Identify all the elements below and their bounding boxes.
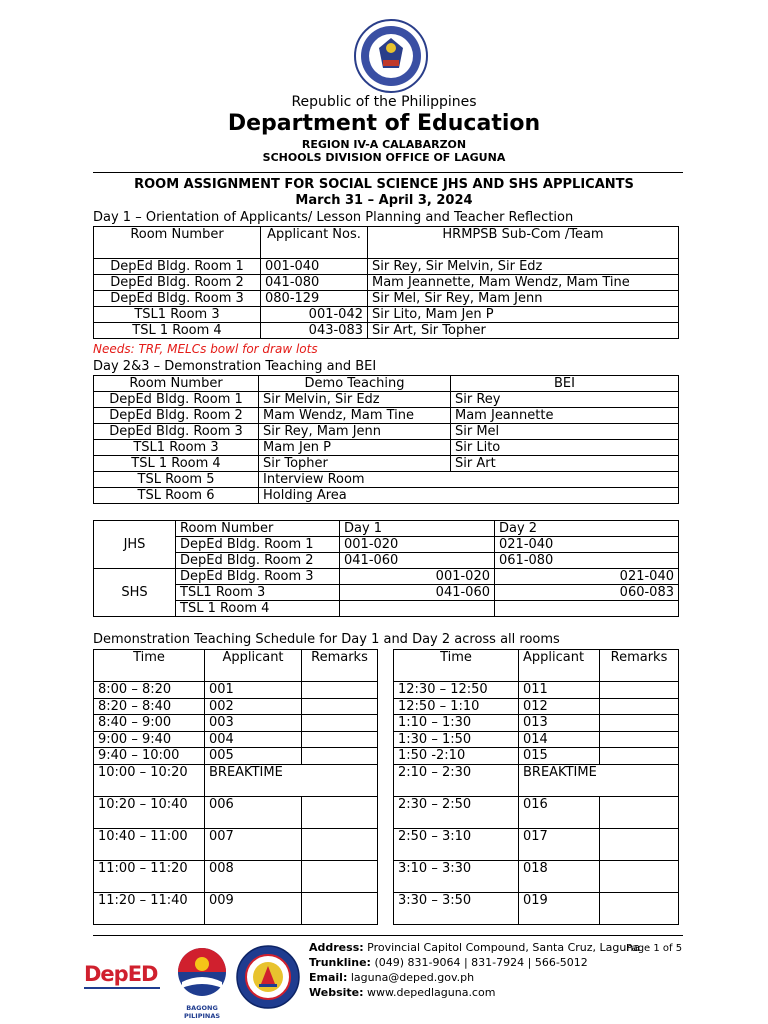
table-header: Remarks (600, 650, 679, 682)
table-row (94, 227, 679, 259)
table-cell: 080-129 (261, 291, 368, 307)
table-row (94, 537, 679, 553)
table-row (94, 828, 378, 860)
table-row (94, 307, 679, 323)
table-row (94, 698, 378, 715)
table-cell: 002 (205, 698, 302, 715)
table-row (94, 376, 679, 392)
table-cell: 1:30 – 1:50 (394, 731, 519, 748)
table-header: Room Number (94, 227, 261, 259)
table-cell: 041-060 (340, 553, 495, 569)
table-header: HRMPSB Sub-Com /Team (368, 227, 679, 259)
table-row (94, 601, 679, 617)
table-cell: Sir Mel (451, 424, 679, 440)
table-cell: DepEd Bldg. Room 2 (94, 275, 261, 291)
table-row (94, 521, 679, 537)
table-cell: 007 (205, 828, 302, 860)
table-cell (600, 715, 679, 732)
table-row (394, 860, 679, 892)
table-cell: 10:20 – 10:40 (94, 796, 205, 828)
table-cell (302, 860, 378, 892)
footer-email: Email: laguna@deped.gov.ph (309, 971, 475, 984)
table-row (94, 892, 378, 924)
table-cell: Sir Lito, Mam Jen P (368, 307, 679, 323)
republic-heading: Republic of the Philippines (291, 94, 477, 110)
footer-website: Website: www.depedlaguna.com (309, 986, 496, 999)
table-cell: 004 (205, 731, 302, 748)
table-row (394, 715, 679, 732)
schedule-heading: Demonstration Teaching Schedule for Day 1 and Day 2 across all rooms (93, 632, 560, 647)
table-cell: 008 (205, 860, 302, 892)
table-cell: Holding Area (259, 488, 679, 504)
table-row (94, 440, 679, 456)
table-row (94, 259, 679, 275)
table-cell (302, 828, 378, 860)
table-cell: 013 (519, 715, 600, 732)
table-cell: 015 (519, 748, 600, 765)
table-cell (340, 601, 495, 617)
day1-heading: Day 1 – Orientation of Applicants/ Lesson Planning and Teacher Reflection (93, 210, 574, 225)
table-row (394, 796, 679, 828)
footer-address: Address: Provincial Capitol Compound, Santa Cruz, Laguna (309, 941, 641, 954)
footer-contact (309, 940, 640, 1000)
table-cell (302, 715, 378, 732)
table-cell: BREAKTIME (205, 764, 378, 796)
table-cell: DepEd Bldg. Room 2 (94, 408, 259, 424)
table-cell: 003 (205, 715, 302, 732)
table-cell: Mam Jen P (259, 440, 451, 456)
table-cell: TSL 1 Room 4 (176, 601, 340, 617)
table-row (394, 731, 679, 748)
shs-label: SHS (94, 569, 176, 617)
table-cell: Sir Art (451, 456, 679, 472)
table-cell: 021-040 (495, 537, 679, 553)
table-cell: Sir Lito (451, 440, 679, 456)
table-row (94, 408, 679, 424)
bagong-pilipinas-logo (168, 942, 236, 1020)
table-cell (302, 748, 378, 765)
table-cell: 9:00 – 9:40 (94, 731, 205, 748)
deped-logo-underline (84, 987, 160, 989)
table-row (94, 323, 679, 339)
table-cell (600, 796, 679, 828)
header-divider (93, 172, 683, 173)
table-cell: 1:50 -2:10 (394, 748, 519, 765)
table-cell: 043-083 (261, 323, 368, 339)
jhs-label: JHS (94, 521, 176, 569)
table-cell: 12:30 – 12:50 (394, 682, 519, 699)
table-cell: 041-060 (340, 585, 495, 601)
bagong-pilipinas-icon (168, 942, 236, 1000)
table-cell: TSL Room 6 (94, 488, 259, 504)
table-cell: 8:20 – 8:40 (94, 698, 205, 715)
table-row (94, 275, 679, 291)
table-row (94, 715, 378, 732)
table-row (94, 731, 378, 748)
table-cell (302, 682, 378, 699)
table-cell: 8:40 – 9:00 (94, 715, 205, 732)
table-cell (600, 731, 679, 748)
table-row (94, 748, 378, 765)
table-cell: 001-042 (261, 307, 368, 323)
table-header: BEI (451, 376, 679, 392)
table-cell (600, 860, 679, 892)
table-cell (302, 892, 378, 924)
table-cell: 2:50 – 3:10 (394, 828, 519, 860)
table-cell: DepEd Bldg. Room 1 (94, 392, 259, 408)
footer-divider (93, 935, 683, 936)
table-row (94, 472, 679, 488)
schedule-table-afternoon (393, 649, 679, 925)
table-cell: 001-020 (340, 569, 495, 585)
table-row (94, 569, 679, 585)
table-cell: Sir Art, Sir Topher (368, 323, 679, 339)
table-cell: DepEd Bldg. Room 3 (94, 424, 259, 440)
table-cell (495, 601, 679, 617)
table-header: Time (394, 650, 519, 682)
table-cell (600, 892, 679, 924)
document-date: March 31 – April 3, 2024 (295, 193, 473, 208)
table-cell: TSL1 Room 3 (176, 585, 340, 601)
table-cell: 001-020 (340, 537, 495, 553)
table-cell: 012 (519, 698, 600, 715)
day23-table (93, 375, 679, 504)
day1-table (93, 226, 679, 339)
table-cell: 11:20 – 11:40 (94, 892, 205, 924)
table-cell: 10:40 – 11:00 (94, 828, 205, 860)
table-cell: 041-080 (261, 275, 368, 291)
table-cell: DepEd Bldg. Room 1 (94, 259, 261, 275)
day1-note: Needs: TRF, MELCs bowl for draw lots (93, 342, 318, 356)
table-cell: 018 (519, 860, 600, 892)
table-cell: Sir Topher (259, 456, 451, 472)
table-header: Applicant Nos. (261, 227, 368, 259)
table-cell (302, 731, 378, 748)
table-cell (302, 698, 378, 715)
table-header: Time (94, 650, 205, 682)
table-row (94, 860, 378, 892)
table-cell: 10:00 – 10:20 (94, 764, 205, 796)
table-cell: Mam Jeannette (451, 408, 679, 424)
table-row (94, 291, 679, 307)
table-cell: TSL Room 5 (94, 472, 259, 488)
table-cell: 11:00 – 11:20 (94, 860, 205, 892)
table-cell: TSL 1 Room 4 (94, 456, 259, 472)
table-header: Room Number (176, 521, 340, 537)
table-row (94, 796, 378, 828)
table-row (94, 650, 378, 682)
table-cell: 009 (205, 892, 302, 924)
table-cell: DepEd Bldg. Room 3 (176, 569, 340, 585)
table-cell: Sir Rey (451, 392, 679, 408)
document-title: ROOM ASSIGNMENT FOR SOCIAL SCIENCE JHS AND SHS APPLICANTS (134, 177, 634, 192)
table-row (94, 585, 679, 601)
table-cell: Interview Room (259, 472, 679, 488)
table-cell: Sir Rey, Sir Melvin, Sir Edz (368, 259, 679, 275)
table-row (94, 456, 679, 472)
table-header: Day 2 (495, 521, 679, 537)
footer-trunkline: Trunkline: (049) 831-9064 | 831-7924 | 566-5012 (309, 956, 588, 969)
table-cell: 001-040 (261, 259, 368, 275)
table-cell: TSL1 Room 3 (94, 440, 259, 456)
division-seal-icon (235, 944, 301, 1010)
table-row (394, 682, 679, 699)
department-heading: Department of Education (227, 111, 541, 136)
table-row (394, 828, 679, 860)
table-cell: Sir Rey, Mam Jenn (259, 424, 451, 440)
table-cell: BREAKTIME (519, 764, 679, 796)
division-heading: SCHOOLS DIVISION OFFICE OF LAGUNA (262, 151, 506, 164)
table-cell (600, 828, 679, 860)
table-cell: Sir Melvin, Sir Edz (259, 392, 451, 408)
table-cell: 017 (519, 828, 600, 860)
table-cell: 3:10 – 3:30 (394, 860, 519, 892)
table-row (94, 764, 378, 796)
table-cell: 060-083 (495, 585, 679, 601)
table-row (94, 553, 679, 569)
table-cell: 3:30 – 3:50 (394, 892, 519, 924)
table-cell: 016 (519, 796, 600, 828)
table-cell: 001 (205, 682, 302, 699)
deped-logo (84, 962, 160, 989)
table-cell: TSL 1 Room 4 (94, 323, 261, 339)
page-number: Page 1 of 5 (626, 943, 683, 954)
table-header: Demo Teaching (259, 376, 451, 392)
table-cell: DepEd Bldg. Room 3 (94, 291, 261, 307)
table-cell (600, 748, 679, 765)
table-cell: 8:00 – 8:20 (94, 682, 205, 699)
table-cell: 1:10 – 1:30 (394, 715, 519, 732)
table-cell (600, 682, 679, 699)
table-cell: 014 (519, 731, 600, 748)
table-cell (302, 796, 378, 828)
table-header: Day 1 (340, 521, 495, 537)
level-table (93, 520, 679, 617)
table-row (394, 748, 679, 765)
table-header: Remarks (302, 650, 378, 682)
table-cell: 005 (205, 748, 302, 765)
table-row (94, 682, 378, 699)
bagong-pilipinas-text: BAGONG PILIPINAS (183, 1004, 221, 1020)
table-row (94, 488, 679, 504)
table-cell: 061-080 (495, 553, 679, 569)
table-cell: 019 (519, 892, 600, 924)
table-cell: 12:50 – 1:10 (394, 698, 519, 715)
table-cell: 2:30 – 2:50 (394, 796, 519, 828)
schedule-table-morning (93, 649, 378, 925)
table-cell: DepEd Bldg. Room 2 (176, 553, 340, 569)
table-cell: 006 (205, 796, 302, 828)
region-heading: REGION IV-A CALABARZON (301, 138, 467, 151)
table-cell: Sir Mel, Sir Rey, Mam Jenn (368, 291, 679, 307)
table-cell: 011 (519, 682, 600, 699)
table-cell: 9:40 – 10:00 (94, 748, 205, 765)
table-row (394, 650, 679, 682)
deped-seal-icon (353, 18, 429, 94)
day23-heading: Day 2&3 – Demonstration Teaching and BEI (93, 359, 377, 374)
table-cell: TSL1 Room 3 (94, 307, 261, 323)
table-row (94, 424, 679, 440)
deped-logo-text: DepED (84, 962, 158, 986)
table-row (394, 892, 679, 924)
table-cell: Mam Wendz, Mam Tine (259, 408, 451, 424)
table-cell (600, 698, 679, 715)
table-row (94, 392, 679, 408)
table-cell: 021-040 (495, 569, 679, 585)
table-cell: 2:10 – 2:30 (394, 764, 519, 796)
table-header: Applicant (519, 650, 600, 682)
table-header: Room Number (94, 376, 259, 392)
table-header: Applicant (205, 650, 302, 682)
table-cell: DepEd Bldg. Room 1 (176, 537, 340, 553)
table-row (394, 698, 679, 715)
table-row (394, 764, 679, 796)
table-cell: Mam Jeannette, Mam Wendz, Mam Tine (368, 275, 679, 291)
